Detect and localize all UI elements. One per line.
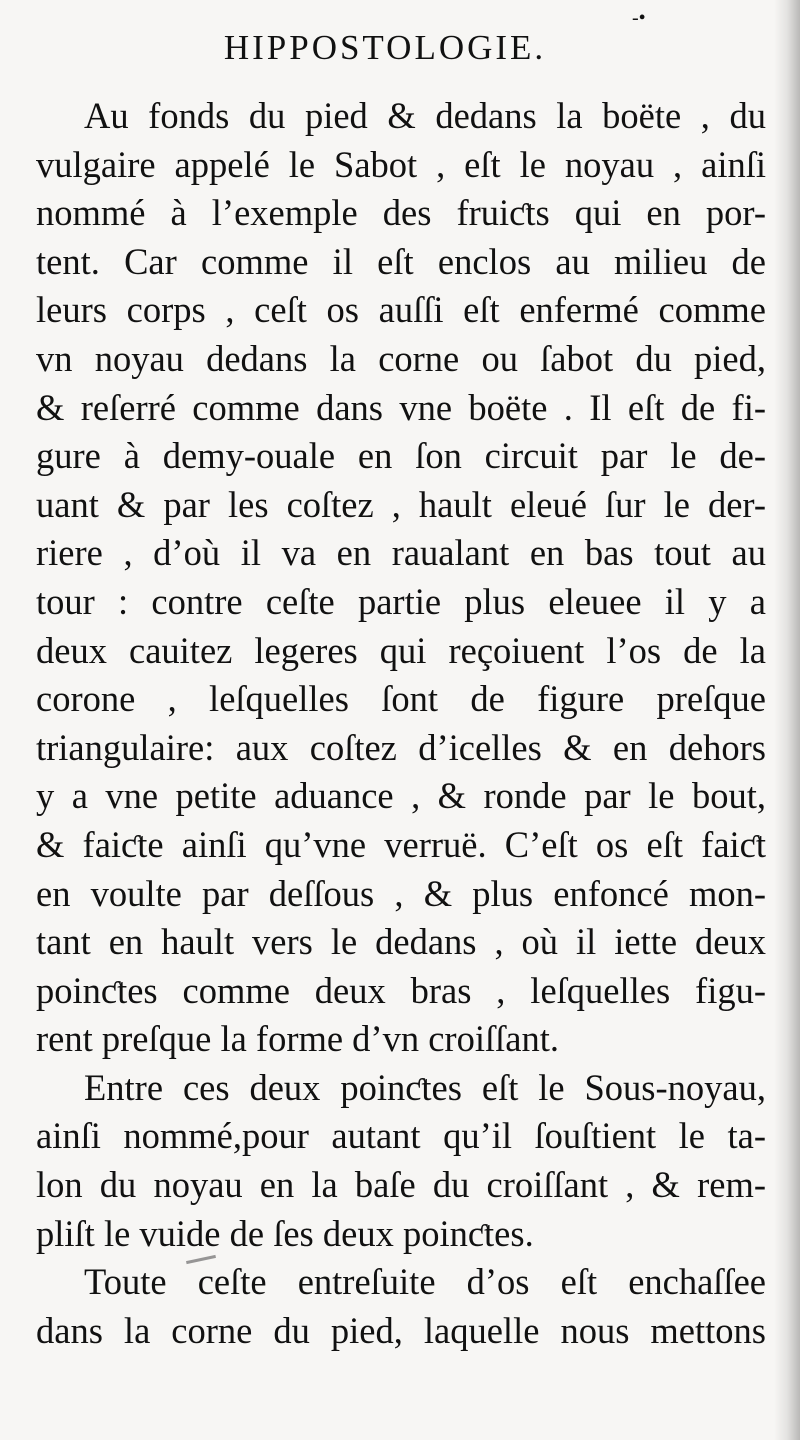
text-line: tant en hault vers le dedans , où il iette deux — [36, 921, 766, 963]
text-line: riere , d’où il va en raualant en bas tout au — [36, 532, 766, 574]
text-line: Entre ces deux poinƈtes eſt le Sous-noyau, — [84, 1066, 766, 1108]
text-line: Au fonds du pied & dedans la boëte , du — [84, 95, 766, 136]
text-line: & reſerré comme dans vne boëte . Il eſt de fi- — [36, 386, 766, 428]
text-line: deux cauitez legeres qui reçoiuent l’os de la — [36, 629, 766, 671]
text-line: dans la corne du pied, laquelle nous mettons — [36, 1309, 766, 1351]
text-line: tent. Car comme il eſt enclos au milieu de — [36, 240, 766, 282]
text-line: gure à demy-ouale en ſon circuit par le de- — [36, 435, 766, 477]
text-line: & faiƈte ainſi qu’vne verruë. C’eſt os eſt faiƈt — [36, 823, 766, 865]
text-line: triangulaire: aux coſtez d’icelles & en dehors — [36, 726, 766, 768]
text-line: y a vne petite aduance , & ronde par le bout, — [36, 775, 766, 817]
body-text — [36, 92, 766, 1355]
text-line: leurs corps , ceſt os auſſi eſt enfermé comme — [36, 289, 766, 331]
text-line: rent preſque la forme d’vn croiſſant. — [36, 1018, 559, 1060]
text-line: Toute ceſte entreſuite d’os eſt enchaſſee — [84, 1261, 766, 1303]
text-line: ainſi nommé,pour autant qu’il ſouſtient le ta- — [36, 1115, 766, 1157]
text-line: vulgaire appelé le Sabot , eſt le noyau , ainſi — [36, 143, 766, 185]
text-line: vn noyau dedans la corne ou ſabot du pied, — [36, 337, 766, 379]
text-line: en voulte par deſſous , & plus enfoncé mon- — [36, 872, 766, 914]
text-line: nommé à l’exemple des fruiƈts qui en por- — [36, 192, 766, 234]
text-line: uant & par les coſtez , hault eleué ſur le der- — [36, 483, 766, 525]
page-gutter-shadow — [774, 0, 800, 1440]
text-line: corone , leſquelles ſont de figure preſque — [36, 678, 766, 720]
corner-mark: -• — [632, 7, 646, 29]
text-line: tour : contre ceſte partie plus eleuee il y a — [36, 580, 766, 622]
text-line: pliſt le vuide de ſes deux poinƈtes. — [36, 1212, 534, 1254]
text-line: lon du noyau en la baſe du croiſſant , & rem- — [36, 1164, 766, 1206]
text-line: poinƈtes comme deux bras , leſquelles figu- — [36, 969, 766, 1011]
running-header: HIPPOSTOLOGIE. — [223, 28, 547, 67]
